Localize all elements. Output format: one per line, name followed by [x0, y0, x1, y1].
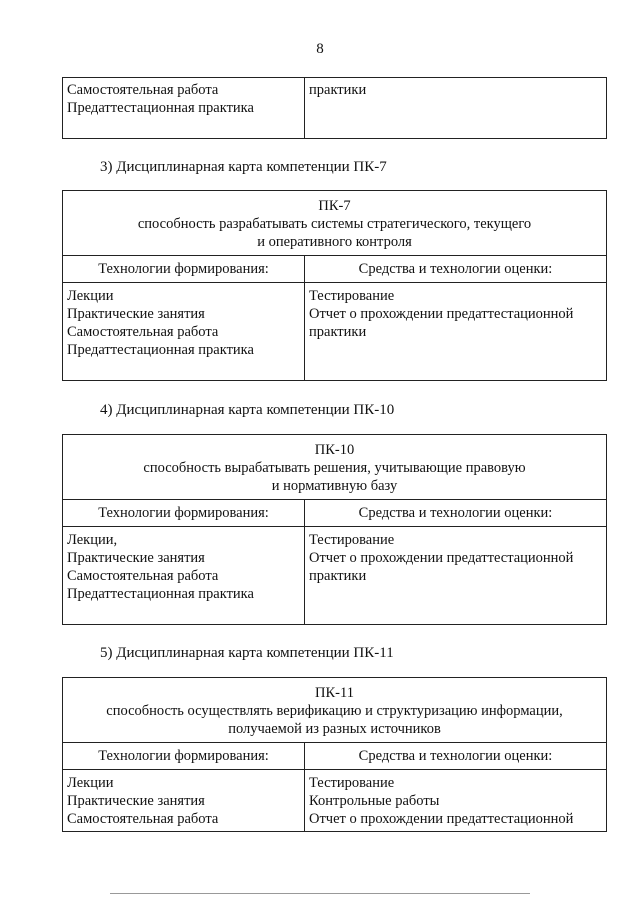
competence-code: ПК-11: [315, 685, 354, 701]
assessment-cell: [305, 770, 607, 832]
competence-description: способность разрабатывать системы стратегического, текущего: [137, 216, 532, 232]
assessment-header: Средства и технологии оценки:: [305, 256, 607, 283]
competence-description: способность вырабатывать решения, учитывающие правовую: [143, 460, 526, 476]
assessment-item: Тестирование: [309, 775, 395, 791]
competence-card-pk10: [62, 434, 607, 625]
continuation-technologies-cell: [63, 78, 305, 139]
assessment-item: Тестирование: [309, 532, 395, 548]
competence-card-pk7: [62, 190, 607, 381]
competence-code: ПК-10: [314, 442, 355, 458]
competence-card-pk11: [62, 677, 607, 832]
technologies-cell: [63, 770, 305, 832]
assessment-cell: [305, 283, 607, 381]
technology-item: Предаттестационная практика: [67, 342, 254, 358]
competence-description: способность осуществлять верификацию и структуризацию информации,: [106, 703, 563, 719]
assessment-item: Отчет о прохождении предаттестационной: [309, 811, 574, 827]
scan-edge-line: [110, 893, 530, 894]
technology-item: Самостоятельная работа: [67, 568, 219, 584]
technologies-header: Технологии формирования:: [63, 743, 305, 770]
continuation-table: [62, 77, 607, 139]
assessment-header: Средства и технологии оценки:: [305, 743, 607, 770]
technology-item: Самостоятельная работа: [67, 811, 219, 827]
section-title-pk10: 4) Дисциплинарная карта компетенции ПК-10: [100, 402, 395, 418]
assessment-item: Отчет о прохождении предаттестационной: [309, 550, 574, 566]
technologies-cell: [63, 527, 305, 625]
assessment-header: Средства и технологии оценки:: [305, 500, 607, 527]
section-title-pk11: 5) Дисциплинарная карта компетенции ПК-11: [100, 645, 394, 661]
technologies-header: Технологии формирования:: [63, 256, 305, 283]
assessment-item: Тестирование: [309, 288, 395, 304]
technology-item: Практические занятия: [67, 306, 205, 322]
competence-description: получаемой из разных источников: [228, 721, 441, 737]
technology-item: Самостоятельная работа: [67, 324, 219, 340]
assessment-item: Отчет о прохождении предаттестационной: [309, 306, 574, 322]
competence-header: [63, 678, 607, 743]
technology-item: Практические занятия: [67, 793, 205, 809]
technologies-cell: [63, 283, 305, 381]
competence-description: и оперативного контроля: [257, 234, 412, 250]
competence-description: и нормативную базу: [271, 478, 398, 494]
technology-item: Самостоятельная работа: [67, 82, 219, 98]
assessment-item: практики: [309, 568, 367, 584]
technology-item: Предаттестационная практика: [67, 586, 254, 602]
competence-code: ПК-7: [318, 198, 351, 214]
section-title-pk7: 3) Дисциплинарная карта компетенции ПК-7: [100, 159, 387, 175]
technology-item: Предаттестационная практика: [67, 100, 254, 116]
page-number: 8: [316, 41, 324, 57]
assessment-item: Контрольные работы: [309, 793, 440, 809]
assessment-item: практики: [309, 324, 367, 340]
technologies-header: Технологии формирования:: [63, 500, 305, 527]
technology-item: Лекции,: [67, 532, 118, 548]
technology-item: Практические занятия: [67, 550, 205, 566]
continuation-assessment-cell: [305, 78, 607, 139]
assessment-item: практики: [309, 82, 367, 98]
competence-header: [63, 191, 607, 256]
assessment-cell: [305, 527, 607, 625]
competence-header: [63, 435, 607, 500]
technology-item: Лекции: [67, 288, 114, 304]
technology-item: Лекции: [67, 775, 114, 791]
